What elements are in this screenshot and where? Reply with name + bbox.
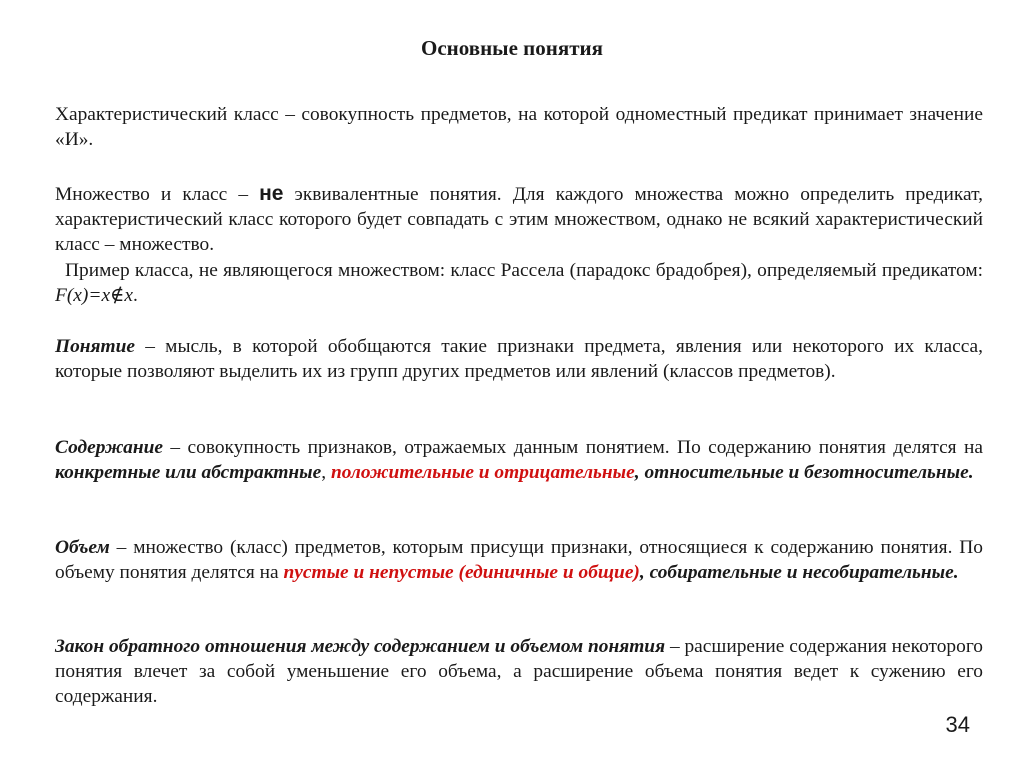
paragraph-text: Пример класса, не являющегося множеством: класс Рассела (парадокс брадобрея), определяемый предикатом: (65, 260, 983, 281)
paragraph-concept (55, 334, 983, 384)
paragraph-text: Характеристический класс – совокупность предметов, на которой одноместный предикат принимает значение «И». (55, 104, 983, 150)
emphasis-not: не (259, 182, 284, 205)
paragraph-content (55, 435, 983, 485)
term-concept: Понятие (55, 336, 136, 357)
slide-title: Основные понятия (421, 36, 603, 60)
term-content: Содержание (55, 437, 164, 458)
paragraph-volume (55, 535, 983, 585)
kinds-collective-noncollective: собирательные и несобирательные. (649, 562, 959, 583)
kinds-concrete-abstract: конкретные или абстрактные (55, 462, 322, 483)
paragraph-end: . (133, 285, 138, 306)
paragraph-russell-example (55, 258, 983, 308)
term-volume: Объем (55, 537, 110, 558)
paragraph-text: – множество (класс) предметов, которым присущи признаки, относящиеся к содержанию понятия. По объему понятия делятся на (55, 537, 983, 583)
paragraph-text: – совокупность признаков, отражаемых данным понятием. По содержанию понятия делятся на (163, 437, 983, 458)
separator: , (634, 462, 645, 483)
page-number: 34 (945, 712, 970, 737)
separator: , (321, 462, 331, 483)
kinds-positive-negative: положительные и отрицательные (330, 462, 635, 483)
separator: , (639, 562, 650, 583)
kinds-relative-absolute: относительные и безотносительные. (644, 462, 974, 483)
kinds-empty-nonempty: пустые и непустые (283, 562, 454, 583)
paragraph-characteristic-class (55, 102, 983, 152)
paragraph-text-a: Множество и класс – (55, 184, 260, 205)
term-inverse-law: Закон обратного отношения между содержанием и объемом понятия (55, 636, 666, 657)
paragraph-text: – мысль, в которой обобщаются такие признаки предмета, явления или некоторого их класса, которые позволяют выделить их из групп других предметов или явлений (классов предметов). (55, 336, 983, 382)
kinds-single-general: (единичные и общие) (453, 562, 640, 583)
paragraph-inverse-law (55, 634, 983, 709)
formula: F(x)=x∉x (55, 285, 134, 306)
paragraph-text-b: эквивалентные понятия. Для каждого множества можно определить предикат, характеристический класс которого будет совпадать с этим множеством, однако не всякий характеристический класс – множество. (55, 184, 983, 255)
paragraph-set-vs-class (55, 181, 983, 257)
paragraph-text: – расширение содержания некоторого понятия влечет за собой уменьшение его объема, а расширение объема понятия ведет к сужению его содержания. (55, 636, 983, 707)
